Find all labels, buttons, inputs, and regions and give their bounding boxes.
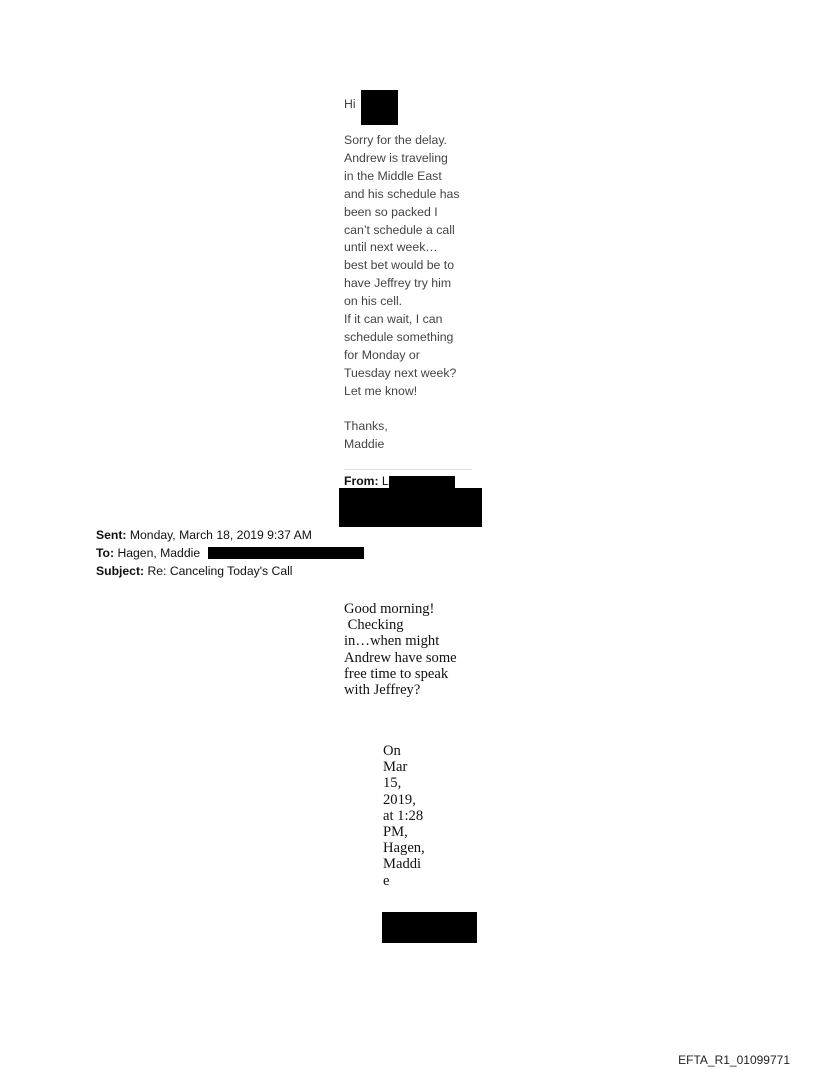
signoff: Thanks,	[344, 419, 388, 433]
quote-line: e	[383, 872, 390, 889]
separator-line	[344, 469, 472, 470]
reply-line: schedule something	[344, 329, 454, 344]
message-body	[344, 601, 479, 698]
quote-line: at 1:28	[383, 807, 424, 824]
quote-line: PM,	[383, 824, 408, 841]
reply-line: best bet would be to	[344, 258, 455, 273]
message-line: Good morning!	[344, 601, 435, 617]
reply-line: If it can wait, I can	[344, 312, 443, 327]
reply-line: and his schedule has	[344, 186, 460, 201]
reply-line: can’t schedule a call	[344, 222, 455, 237]
greeting-text: Hi	[344, 97, 356, 111]
reply-line: on his cell.	[344, 294, 403, 309]
subject-value: Re: Canceling Today's Call	[147, 564, 293, 578]
reply-signature	[344, 418, 474, 454]
to-value: Hagen, Maddie	[117, 546, 201, 560]
signature: Maddie	[344, 436, 385, 451]
message-line: in…when might	[344, 633, 440, 650]
quote-line: Maddi	[383, 856, 422, 873]
message-line: Checking	[344, 617, 404, 634]
message-line: free time to speak	[344, 665, 449, 682]
reply-line: have Jeffrey try him	[344, 276, 452, 291]
reply-line: been so packed I	[344, 204, 438, 219]
quote-attribution	[383, 743, 453, 889]
reply-line: Tuesday next week?	[344, 365, 457, 380]
from-value: L	[381, 474, 389, 488]
from-line	[344, 474, 389, 488]
document-id: EFTA_R1_01099771	[678, 1053, 790, 1067]
quote-line: 15,	[383, 775, 402, 792]
redaction-block	[382, 912, 477, 943]
reply-line: in the Middle East	[344, 168, 442, 183]
sent-line	[96, 528, 312, 542]
reply-line: for Monday or	[344, 347, 420, 362]
reply-line: Sorry for the delay.	[344, 133, 447, 147]
sent-label: Sent:	[96, 528, 127, 542]
message-line: with Jeffrey?	[344, 682, 421, 699]
reply-line: Andrew is traveling	[344, 150, 448, 165]
redaction-block	[361, 90, 398, 125]
to-line	[96, 546, 200, 560]
subject-line	[96, 564, 293, 578]
redaction-block	[339, 488, 482, 527]
quote-line: Mar	[383, 759, 408, 776]
quote-line: On	[383, 743, 401, 759]
subject-label: Subject:	[96, 564, 145, 578]
reply-line: Let me know!	[344, 383, 418, 398]
from-label: From:	[344, 474, 379, 488]
sent-value: Monday, March 18, 2019 9:37 AM	[129, 528, 312, 542]
quote-line: 2019,	[383, 791, 416, 808]
redaction-block	[389, 476, 455, 488]
message-line: Andrew have some	[344, 649, 457, 666]
to-label: To:	[96, 546, 115, 560]
reply-body	[344, 132, 474, 401]
reply-line: until next week…	[344, 240, 438, 255]
redaction-block	[208, 547, 364, 559]
quote-line: Hagen,	[383, 840, 425, 857]
